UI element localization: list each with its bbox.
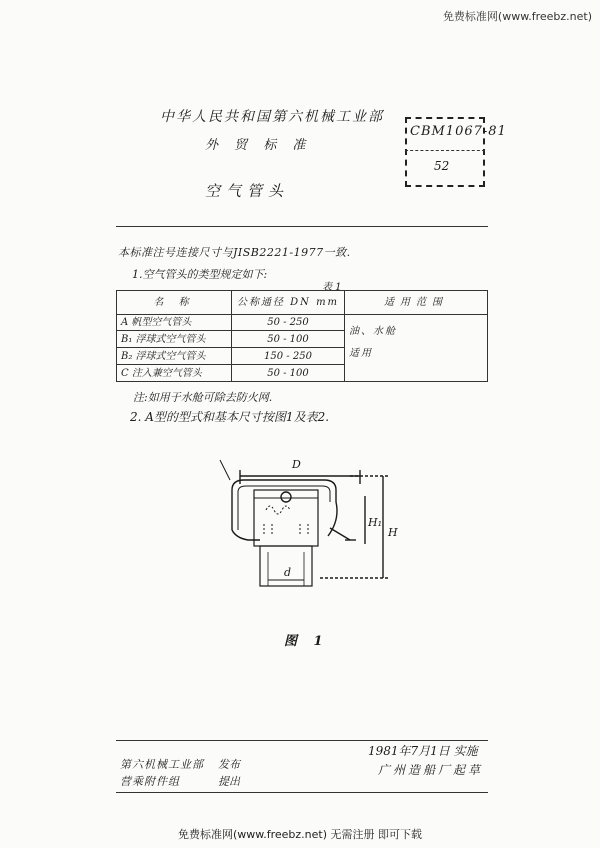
header-name: 名 称	[117, 291, 232, 315]
intro-text: 本标准注号连接尺寸与JISB2221-1977一致.	[118, 246, 351, 259]
label-d-large: D	[292, 458, 301, 471]
label-h1: H₁	[368, 516, 383, 529]
row-dn: 50 - 250	[232, 314, 345, 331]
proposer-group: 营乘附件组	[120, 775, 180, 788]
row-name: A 帆型空气管头	[117, 314, 232, 331]
table-row	[117, 314, 488, 331]
air-vent-head-drawing	[200, 440, 420, 610]
scope-line-2: 适用	[349, 347, 373, 359]
issuer-ministry: 第六机械工业部	[120, 758, 204, 771]
code-number: 52	[434, 159, 450, 173]
header-dn: 公称通径 DN mm	[232, 291, 345, 315]
footer-divider-bottom	[116, 792, 488, 793]
issuing-ministry: 中华人民共和国第六机械工业部	[160, 109, 384, 125]
scope-cell	[345, 314, 488, 381]
drafting-factory: 广州造船厂起草	[378, 763, 484, 777]
label-d-small: d	[284, 566, 292, 579]
code-divider	[405, 150, 485, 151]
hood-outer	[232, 480, 336, 530]
row-dn: 150 - 250	[232, 348, 345, 365]
section-2-text: 2. A型的型式和基本尺寸按图1及表2.	[130, 410, 330, 424]
row-name: B₂ 浮球式空气管头	[117, 348, 232, 365]
table-caption: 表 1	[322, 282, 342, 293]
header-scope: 适用范围	[345, 291, 488, 315]
standard-category: 外 贸 标 准	[205, 138, 312, 153]
row-dn: 50 - 100	[232, 331, 345, 348]
row-name: C 注入兼空气管头	[117, 365, 232, 382]
page-title: 空气管头	[205, 182, 290, 200]
watermark-bottom[interactable]: 免费标准网(www.freebz.net) 无需注册 即可下载	[177, 828, 423, 841]
watermark-top[interactable]: 免费标准网(www.freebz.net)	[442, 10, 592, 23]
table-note: 注:如用于水舱可除去防火网.	[133, 391, 273, 404]
section-1-text: 1.空气管头的类型规定如下:	[132, 268, 268, 281]
issuer-action-publish: 发布	[218, 758, 240, 771]
proposer-action: 提出	[218, 775, 240, 788]
type-spec-table	[116, 290, 488, 382]
effective-date: 1981年7月1日 实施	[368, 744, 478, 758]
divider-line	[116, 226, 488, 227]
standard-code: CBM1067-81	[410, 124, 507, 139]
label-h: H	[388, 526, 398, 539]
figure-caption: 图 1	[284, 634, 329, 649]
footer-divider-top	[116, 740, 488, 741]
scope-line-1: 油、水舱	[349, 325, 397, 337]
row-dn: 50 - 100	[232, 365, 345, 382]
table-header-row	[117, 291, 488, 315]
float-ball	[281, 492, 291, 502]
row-name: B₁ 浮球式空气管头	[117, 331, 232, 348]
